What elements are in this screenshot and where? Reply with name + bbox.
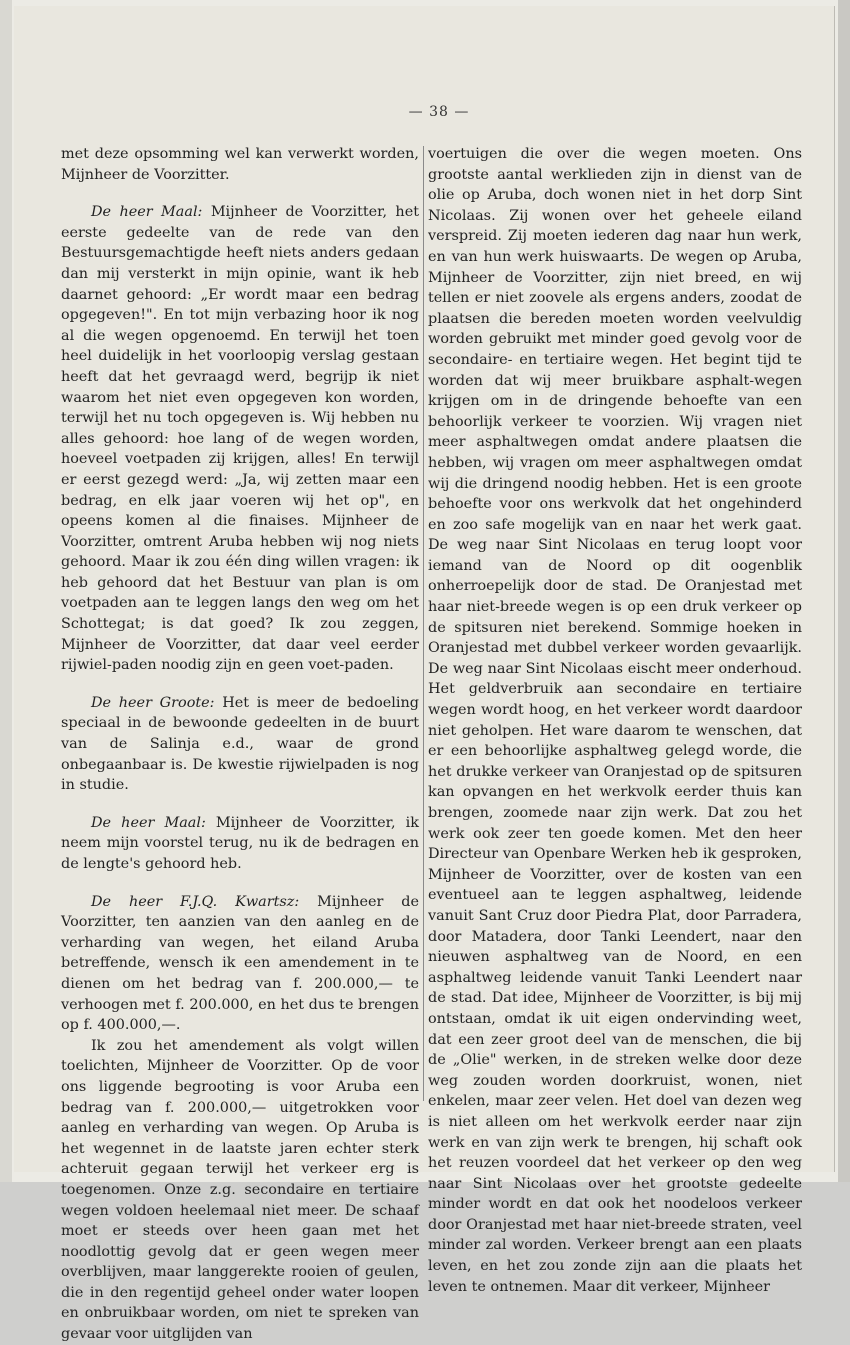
left-column	[61, 144, 419, 1345]
column-divider	[423, 146, 424, 1101]
scan-edge-right	[838, 0, 850, 1182]
right-paragraph-1: voertuigen die over die wegen moeten. Ons grootste aantal werklieden zijn in dienst van de olie op Aruba, doch wonen niet in het dorp Sint Nicolaas. Zij wonen over het geheele eiland verspreid. Zij moeten iederen dag naar hun werk, en van hun werk huiswaarts. De wegen op Aruba, Mijnheer de Voorzitter, zijn niet breed, en wij tellen er niet zoovele als ergens anders, zoodat de plaatsen die bereden moeten worden veelvuldig worden gebruikt met minder goed gevolg voor de secondaire- en tertiaire wegen. Het begint tijd te worden dat wij meer bruikbare asphalt-wegen krijgen om in de dringende behoefte van een behoorlijk verkeer te voorzien. Wij vragen niet meer asphaltwegen omdat andere plaatsen die hebben, wij vragen om meer asphaltwegen omdat wij die dringend noodig hebben. Het is een groote behoefte voor ons werkvolk dat het ongehinderd en zoo safe mogelijk van en naar het werk gaat. De weg naar Sint Nicolaas en terug loopt voor iemand van de Noord op dit oogenblik onherroepelijk door de stad. De Oranjestad met haar niet-breede wegen is op een druk verkeer op de spitsuren niet berekend. Sommige hoeken in Oranjestad met dubbel verkeer worden gevaarlijk. De weg naar Sint Nicolaas eischt meer onderhoud. Het geldverbruik aan secondaire en tertiaire wegen wordt hoog, en het verkeer wordt daardoor niet geholpen. Het ware daarom te wenschen, dat er een behoorlijke asphaltweg gelegd worde, die het drukke verkeer van Oranjestad op de spitsuren kan opvangen en het werkvolk eerder thuis kan brengen, zoomede naar zijn werk. Dat zou het werk ook zeer ten goede komen. Met den heer Directeur van Openbare Werken heb ik gesproken, Mijnheer de Voorzitter, over de kosten van een eventueel aan te leggen asphaltweg, leidende vanuit Sant Cruz door Piedra Plat, door Parradera, door Matadera, door Tanki Leendert, naar den nieuwen asphaltweg van de Noord, en een asphaltweg leidende vanuit Tanki Leendert naar de stad. Dat idee, Mijnheer de Voorzitter, is bij mij ontstaan, omdat ik uit eigen ondervinding weet, dat een zeer groot deel van de menschen, die bij de „Olie" werken, in de streken welke door deze weg zouden worden doorkruist, wonen, niet enkelen, maar zeer velen. Het doel van dezen weg is niet alleen om het werkvolk eerder naar zijn werk en van zijn werk te brengen, hij schaft ook het reuzen voordeel dat het verkeer op den weg naar Sint Nicolaas over het grootste gedeelte minder wordt en dat ook het noodeloos verkeer door Oranjestad met haar niet-breede straten, veel minder zal worden. Verkeer brengt aan een plaats leven, en het zou zonde zijn aan die plaats het leven te ontnemen. Maar dit verkeer, Mijnheer	[428, 146, 802, 1295]
speaker-name: De heer Maal:	[91, 204, 203, 221]
left-paragraph-2	[61, 202, 419, 676]
page-number: — 38 —	[408, 104, 470, 120]
left-paragraph-3	[61, 693, 419, 796]
left-paragraph-4	[61, 813, 419, 875]
speech-text: Mijnheer de Voorzitter, ten aanzien van den aanleg en de verharding van wegen, het eiland Aruba betreffende, wensch ik een amendement in te dienen om het bedrag van f. 200.000,— te verhoogen met f. 200.000, en het dus te brengen op f. 400.000,—.	[61, 893, 420, 1034]
right-column	[428, 144, 802, 1297]
scan-edge-left	[0, 0, 12, 1182]
left-paragraph-1: met deze opsomming wel kan verwerkt worden, Mijnheer de Voorzitter.	[61, 146, 419, 183]
speaker-name: De heer Maal:	[91, 814, 206, 831]
speaker-name: De heer Groote:	[91, 694, 215, 711]
speech-text: Het is meer de bedoeling speciaal in de bewoonde gedeelten in de buurt van de Salinja e.d., waar de grond onbegaanbaar is. De kwestie rijwielpaden is nog in studie.	[61, 694, 419, 794]
speech-text: Mijnheer de Voorzitter, ik neem mijn voorstel terug, nu ik de bedragen en de lengte's gehoord heb.	[61, 814, 419, 872]
left-paragraph-5	[61, 892, 419, 1036]
speech-text: Mijnheer de Voorzitter, het eerste gedeelte van de rede van den Bestuursgemachtigde heeft niets anders gedaan dan mij versterkt in mijn opinie, want ik heb daarnet gehoord: „Er wordt maar een bedrag opgegeven!". En tot mijn verbazing hoor ik nog al die wegen opgenoemd. En terwijl het toen heel duidelijk in het voorloopig verslag gestaan heeft dat het gevraagd werd, begrijp ik niet waarom het niet even opgegeven kon worden, terwijl het nu toch opgegeven is. Wij hebben nu alles gehoord: hoe lang of de wegen worden, hoeveel voetpaden zij krijgen, alles! En terwijl er eerst gezegd werd: „Ja, wij zetten maar een bedrag, en elk jaar voeren wij het op", en opeens komen al die finaises. Mijnheer de Voorzitter, omtrent Aruba hebben wij nog niets gehoord. Maar ik zou één ding willen vragen: ik heb gehoord dat het Bestuur van plan is om voetpaden aan te leggen langs den weg om het Schottegat; is dat goed? Ik zou zeggen, Mijnheer de Voorzitter, dat daar veel eerder rijwiel-paden noodig zijn en geen voet-paden.	[61, 204, 419, 674]
document-page	[14, 6, 835, 1343]
speaker-name: De heer F.J.Q. Kwartsz:	[91, 893, 300, 910]
left-paragraph-6: Ik zou het amendement als volgt willen toelichten, Mijnheer de Voorzitter. Op de voor ons liggende begrooting is voor Aruba een bedrag van f. 200.000,— uitgetrokken voor aanleg en verharding van wegen. Op Aruba is het wegennet in de laatste jaren echter sterk achteruit gegaan terwijl het verkeer erg is toegenomen. Onze z.g. secondaire en tertiaire wegen voldoen heelemaal niet meer. De schaaf moet er steeds over heen gaan met het noodlottig gevolg dat er geen wegen meer overblijven, maar langgerekte rooien of geulen, die in den regentijd geheel onder water loopen en onbruikbaar worden, om niet te spreken van gevaar voor uitglijden van	[61, 1037, 419, 1343]
